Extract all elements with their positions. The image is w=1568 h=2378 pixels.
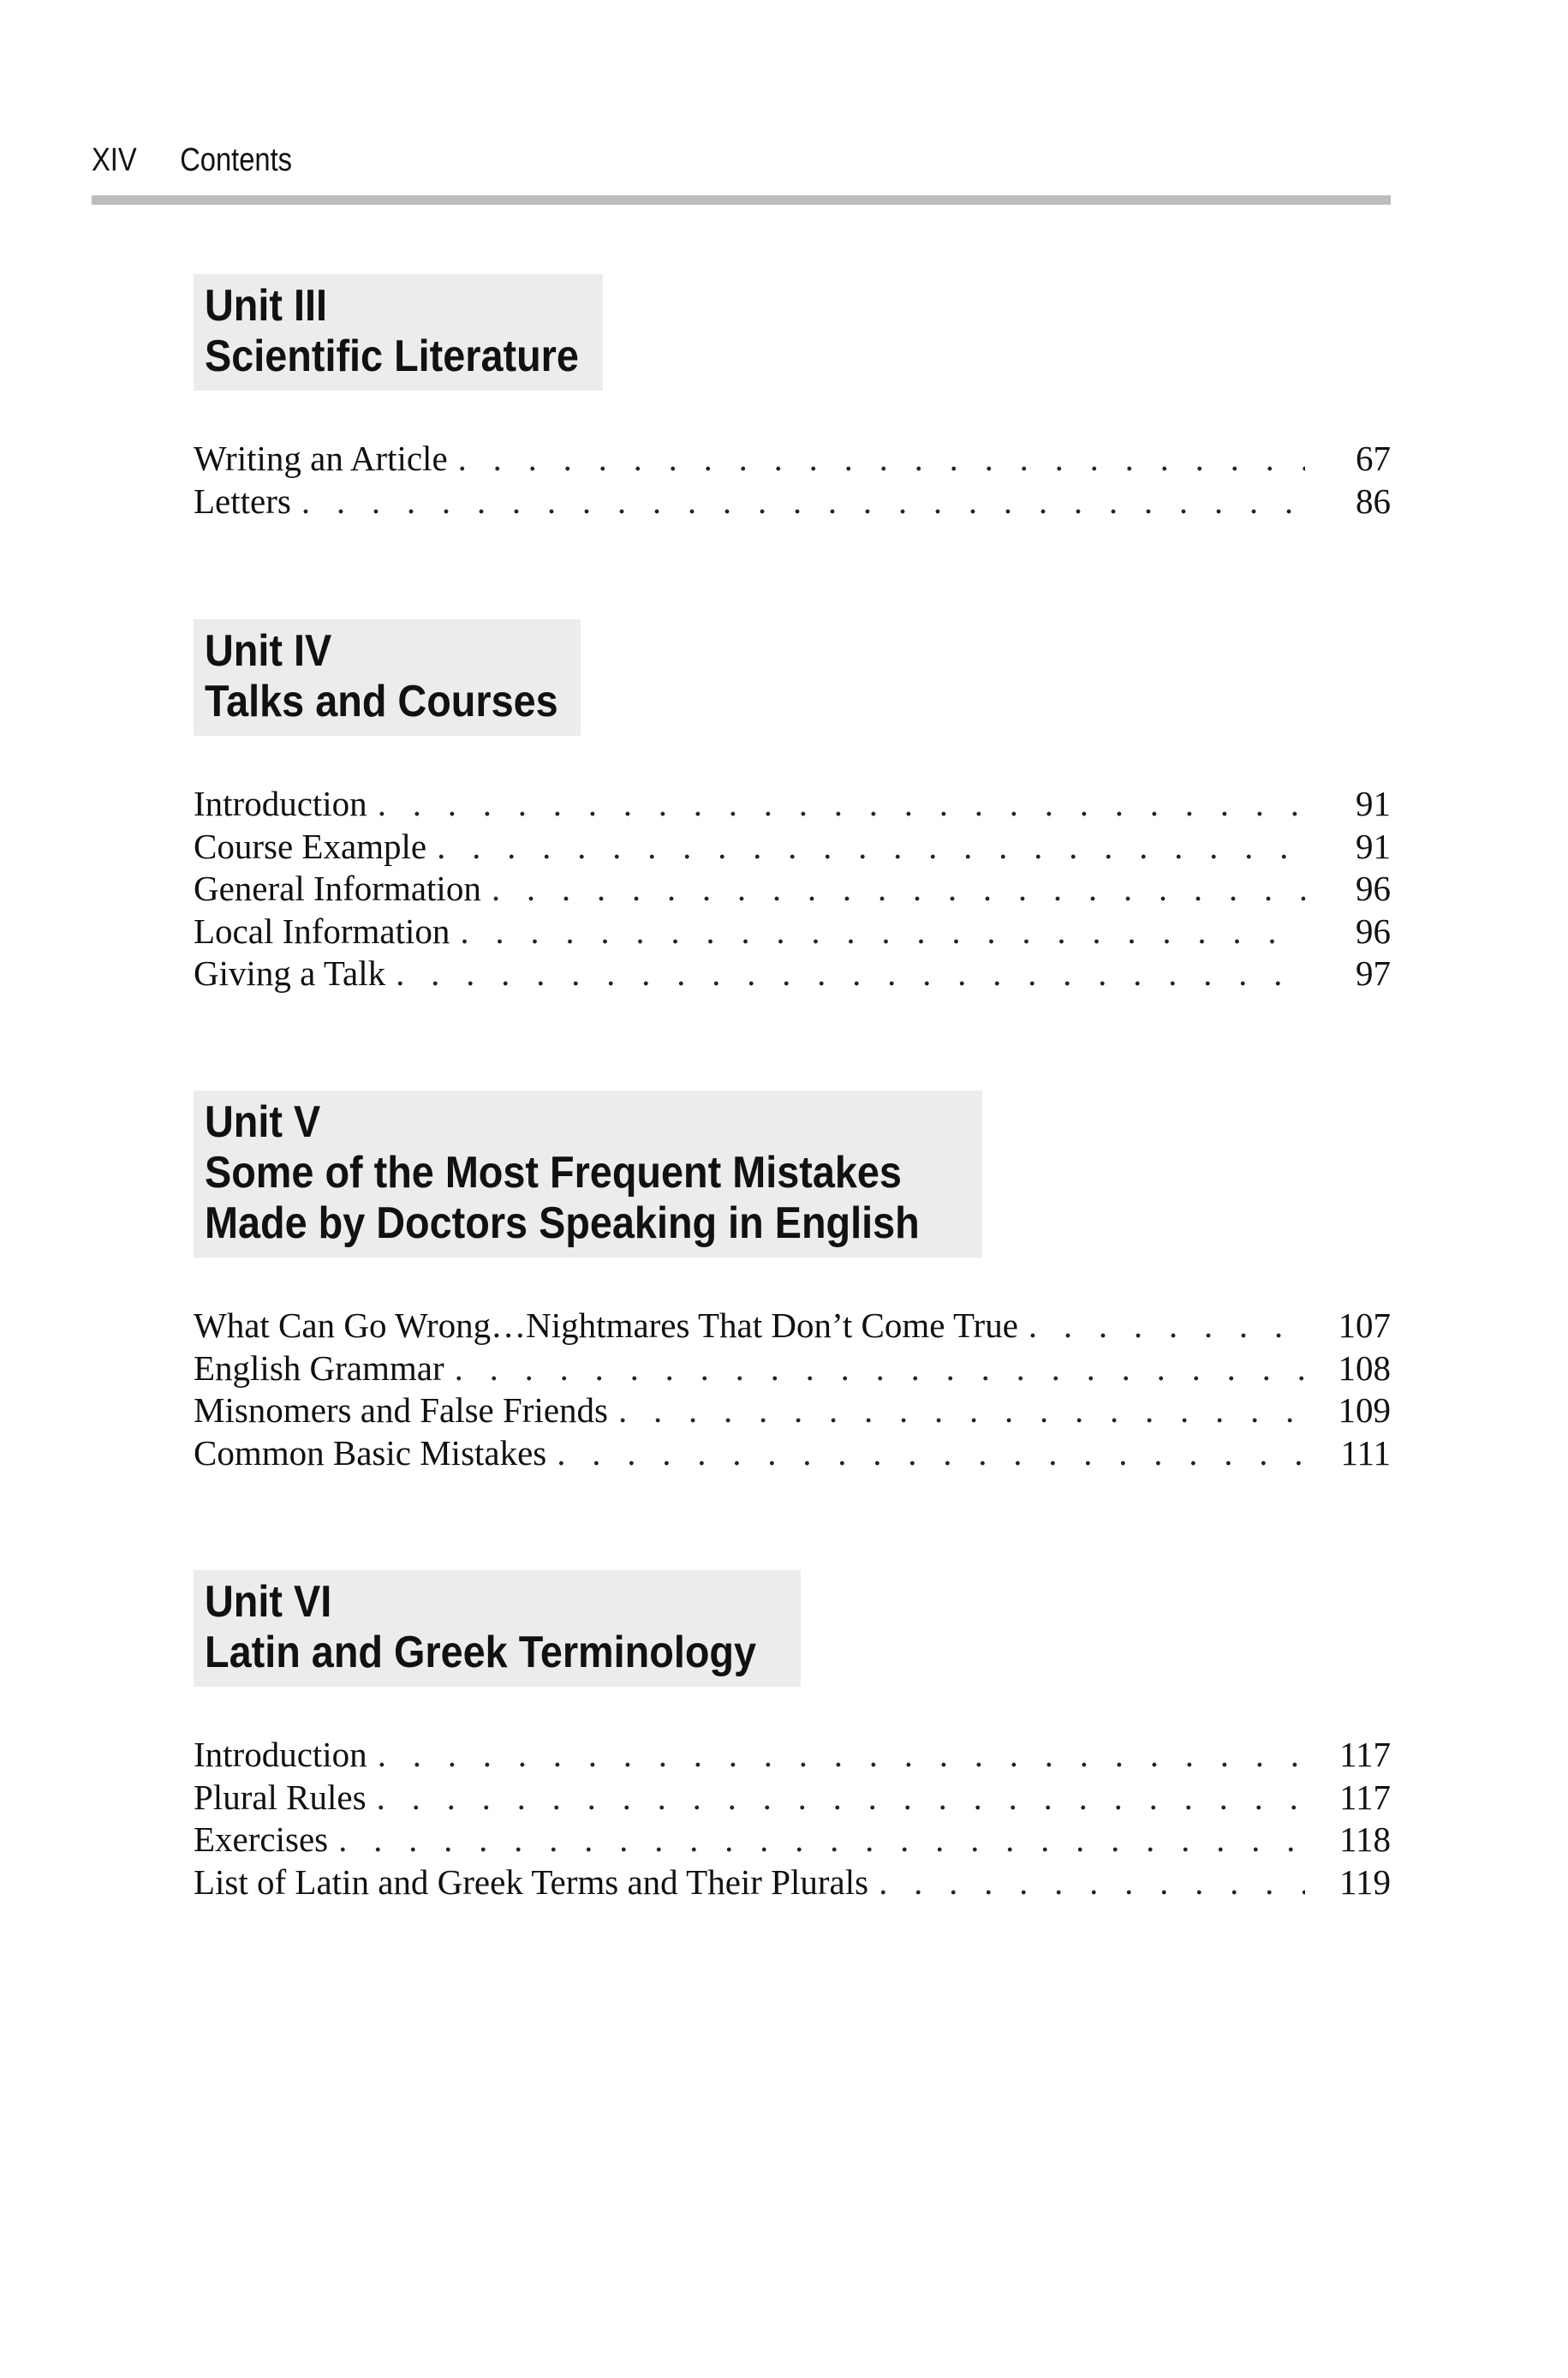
- toc-entry[interactable]: [194, 1389, 1391, 1432]
- dot-leader: [492, 868, 1305, 911]
- entry-page: 91: [1356, 784, 1391, 823]
- dot-leader: [338, 1819, 1305, 1861]
- toc-entry[interactable]: [194, 1819, 1391, 1861]
- entry-page: 109: [1338, 1390, 1391, 1430]
- unit-heading-box: [194, 274, 603, 391]
- toc-entry[interactable]: [194, 1432, 1391, 1475]
- dot-leader: [879, 1861, 1305, 1904]
- entry-page: 86: [1356, 481, 1391, 521]
- entry-page: 117: [1339, 1777, 1391, 1817]
- unit-heading-box: [194, 619, 581, 736]
- entry-page: 108: [1338, 1347, 1391, 1388]
- running-title: Contents: [180, 142, 293, 178]
- entry-title: English Grammar: [194, 1347, 444, 1388]
- entry-title: What Can Go Wrong…Nightmares That Don’t Come True: [194, 1306, 1018, 1345]
- dot-leader: [618, 1389, 1305, 1432]
- toc-entry[interactable]: [194, 868, 1391, 911]
- entry-page: 67: [1356, 439, 1391, 478]
- running-head: [92, 142, 1209, 179]
- entry-page: 118: [1339, 1819, 1391, 1859]
- entry-page: 111: [1340, 1432, 1391, 1473]
- unit-title-line-2: Made by Doctors Speaking in English: [205, 1198, 920, 1248]
- dot-leader: [460, 911, 1305, 953]
- toc-entry[interactable]: [194, 1347, 1391, 1390]
- toc-entries: [194, 783, 1391, 995]
- unit-title: Latin and Greek Terminology: [205, 1628, 757, 1677]
- unit-section: [194, 1090, 1391, 1474]
- dot-leader: [378, 783, 1305, 826]
- page-number: XIV: [92, 142, 137, 178]
- dot-leader: [437, 826, 1305, 869]
- entry-title: Giving a Talk: [194, 953, 386, 993]
- toc-entry[interactable]: [194, 911, 1391, 953]
- unit-title: Talks and Courses: [205, 677, 558, 726]
- toc-entry[interactable]: [194, 1305, 1391, 1347]
- entry-title: Common Basic Mistakes: [194, 1432, 547, 1473]
- dot-leader: [458, 438, 1305, 481]
- unit-heading-box: [194, 1570, 801, 1687]
- entry-page: 107: [1338, 1306, 1391, 1345]
- toc-entry[interactable]: [194, 953, 1391, 995]
- entry-title: Writing an Article: [194, 439, 448, 478]
- unit-title: Scientific Literature: [205, 332, 579, 381]
- entry-title: Local Information: [194, 911, 450, 951]
- entry-page: 96: [1356, 911, 1391, 951]
- toc-entry[interactable]: [194, 481, 1391, 523]
- entry-title: List of Latin and Greek Terms and Their Plurals: [194, 1861, 869, 1902]
- unit-section: [194, 1570, 1391, 1903]
- entry-page: 119: [1339, 1861, 1391, 1902]
- dot-leader: [557, 1432, 1305, 1475]
- entry-page: 97: [1356, 953, 1391, 993]
- entry-page: 91: [1356, 826, 1391, 866]
- toc-entry[interactable]: [194, 783, 1391, 826]
- toc-entry[interactable]: [194, 826, 1391, 869]
- entry-title: Exercises: [194, 1819, 329, 1859]
- entry-title: General Information: [194, 869, 481, 908]
- entry-page: 96: [1356, 869, 1391, 908]
- dot-leader: [455, 1347, 1305, 1390]
- unit-heading-box: [194, 1090, 982, 1258]
- toc-entries: [194, 438, 1391, 523]
- toc-entries: [194, 1734, 1391, 1903]
- toc-entries: [194, 1305, 1391, 1474]
- toc-entry[interactable]: [194, 1777, 1391, 1819]
- entry-title: Course Example: [194, 826, 427, 866]
- unit-number: Unit VI: [205, 1577, 332, 1627]
- entry-title: Misnomers and False Friends: [194, 1390, 608, 1430]
- entry-page: 117: [1339, 1735, 1391, 1774]
- entry-title: Letters: [194, 481, 291, 521]
- toc-entry[interactable]: [194, 1734, 1391, 1777]
- unit-section: [194, 274, 1391, 523]
- dot-leader: [301, 481, 1305, 523]
- toc-entry[interactable]: [194, 438, 1391, 481]
- entry-title: Introduction: [194, 784, 367, 823]
- unit-title: Some of the Most Frequent Mistakes: [205, 1148, 902, 1198]
- entry-title: Introduction: [194, 1735, 367, 1774]
- entry-title: Plural Rules: [194, 1777, 367, 1817]
- dot-leader: [378, 1734, 1305, 1777]
- unit-number: Unit V: [205, 1097, 321, 1147]
- dot-leader: [396, 953, 1305, 995]
- dot-leader: [377, 1777, 1305, 1819]
- header-rule: [92, 195, 1391, 205]
- toc-entry[interactable]: [194, 1861, 1391, 1904]
- dot-leader: [1028, 1305, 1305, 1347]
- unit-number: Unit III: [205, 281, 327, 331]
- unit-number: Unit IV: [205, 626, 332, 676]
- unit-section: [194, 619, 1391, 995]
